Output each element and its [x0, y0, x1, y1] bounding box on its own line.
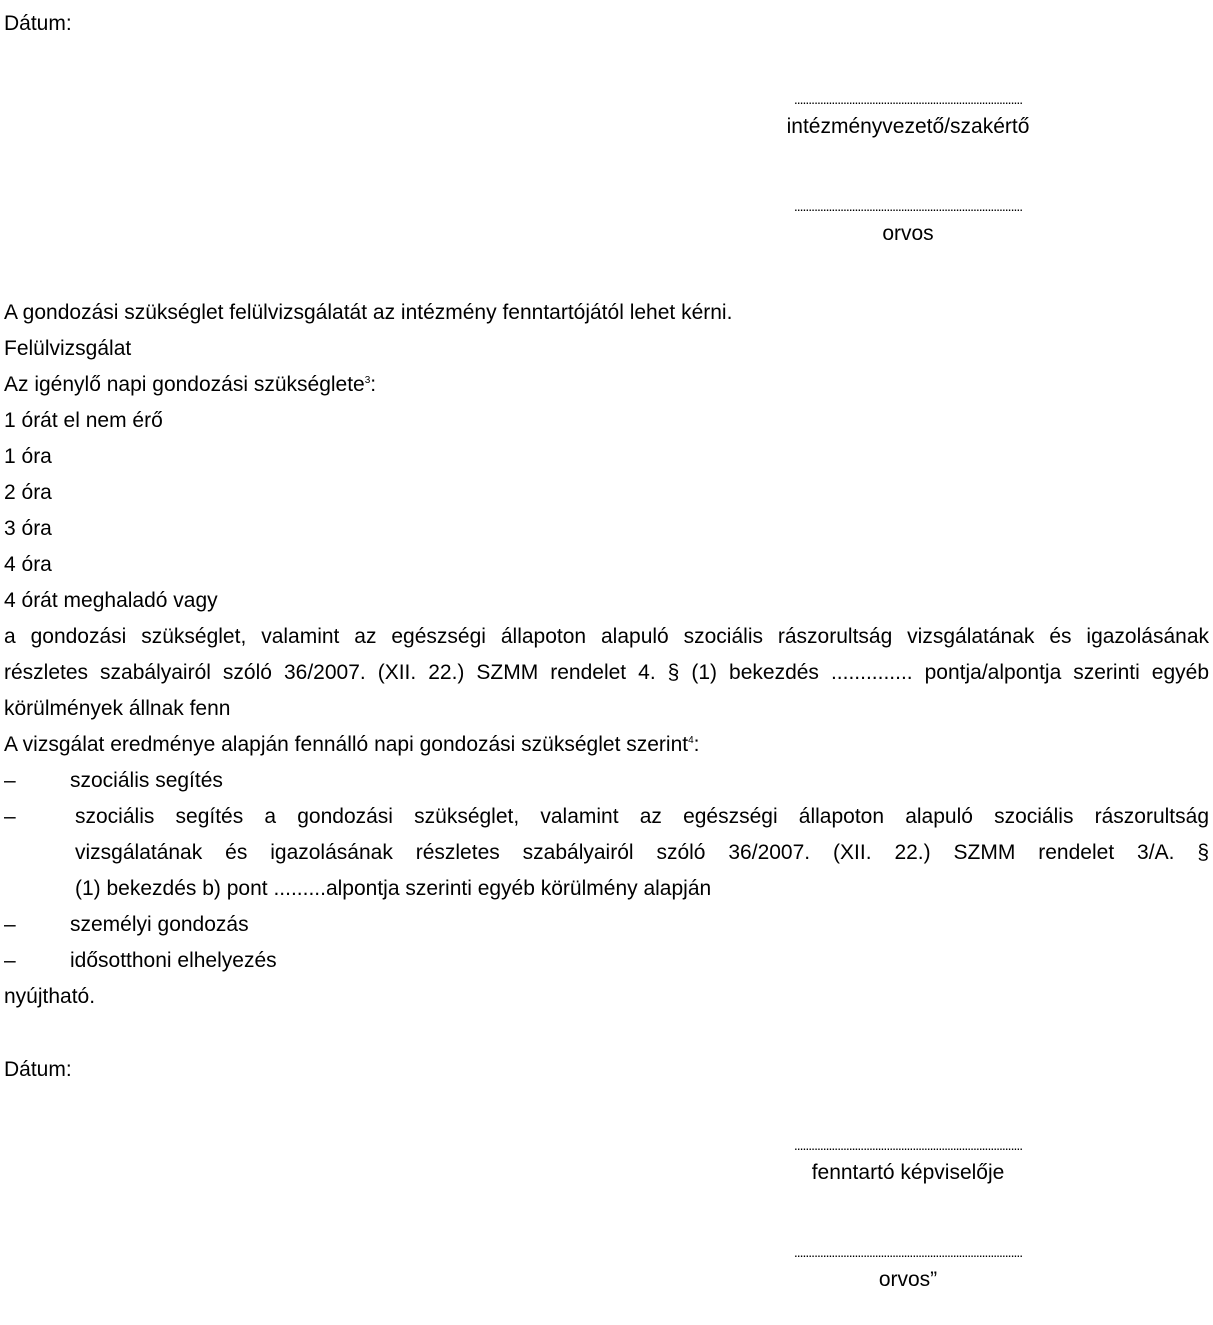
- date-label-top: Dátum:: [4, 12, 72, 35]
- signature-label-head: intézményvezető/szakértő: [786, 115, 1030, 138]
- option-item: 1 órát el nem érő: [4, 409, 163, 432]
- signature-line: ...............................................................................: [793, 1138, 1023, 1152]
- option-item: 4 órát meghaladó vagy: [4, 589, 218, 612]
- result-intro-colon: :: [693, 733, 700, 756]
- signature-block-doctor-bottom: [736, 1245, 1080, 1293]
- signature-line: ...............................................................................: [793, 199, 1023, 213]
- dash-marker: –: [4, 769, 16, 792]
- bullet-item-line: szociális segítés a gondozási szükséglet, valamint az egészségi állapoton alapuló szociális rászorultság: [75, 805, 1209, 828]
- signature-label-maintainer: fenntartó képviselője: [811, 1161, 1005, 1184]
- signature-line: ...............................................................................: [793, 1245, 1023, 1259]
- dash-marker: –: [4, 949, 16, 972]
- paragraph-line: a gondozási szükséglet, valamint az egészségi állapoton alapuló szociális rászorultság vizsgálatának és igazolásának: [4, 625, 1209, 648]
- paragraph-line: részletes szabályairól szóló 36/2007. (XII. 22.) SZMM rendelet 4. § (1) bekezdés .............. pontja/alpontja szerinti egyéb: [4, 661, 1209, 684]
- signature-label-doctor: orvos: [882, 222, 934, 245]
- footnote-marker: 3: [364, 375, 371, 386]
- signature-block-maintainer: [736, 1138, 1080, 1186]
- review-request-text: A gondozási szükséglet felülvizsgálatát az intézmény fenntartójától lehet kérni.: [4, 301, 733, 324]
- need-intro-colon: :: [370, 373, 377, 396]
- closing-text: nyújtható.: [4, 985, 96, 1008]
- option-item: 1 óra: [4, 445, 52, 468]
- dash-marker: –: [4, 805, 16, 828]
- option-item: 4 óra: [4, 553, 52, 576]
- bullet-item-line: (1) bekezdés b) pont .........alpontja szerinti egyéb körülmény alapján: [75, 877, 712, 900]
- result-intro: [4, 732, 700, 758]
- option-item: 2 óra: [4, 481, 52, 504]
- bullet-item: szociális segítés: [70, 769, 223, 792]
- signature-line: ...............................................................................: [793, 92, 1023, 106]
- bullet-item: személyi gondozás: [70, 913, 249, 936]
- review-heading: Felülvizsgálat: [4, 337, 132, 360]
- footnote-marker: 4: [688, 735, 694, 746]
- signature-label-doctor-bottom: orvos”: [878, 1268, 938, 1291]
- result-intro-text: A vizsgálat eredménye alapján fennálló napi gondozási szükséglet szerint: [4, 733, 689, 756]
- paragraph-line: körülmények állnak fenn: [4, 697, 231, 720]
- need-intro: [4, 372, 376, 398]
- bullet-item-line: vizsgálatának és igazolásának részletes szabályairól szóló 36/2007. (XII. 22.) SZMM rendelet 3/A. §: [75, 841, 1209, 864]
- signature-block-head: [736, 92, 1080, 140]
- dash-marker: –: [4, 913, 16, 936]
- date-label-bottom: Dátum:: [4, 1058, 72, 1081]
- signature-block-doctor: [736, 199, 1080, 247]
- need-intro-text: Az igénylő napi gondozási szükséglete: [4, 373, 365, 396]
- option-item: 3 óra: [4, 517, 52, 540]
- bullet-item: idősotthoni elhelyezés: [70, 949, 277, 972]
